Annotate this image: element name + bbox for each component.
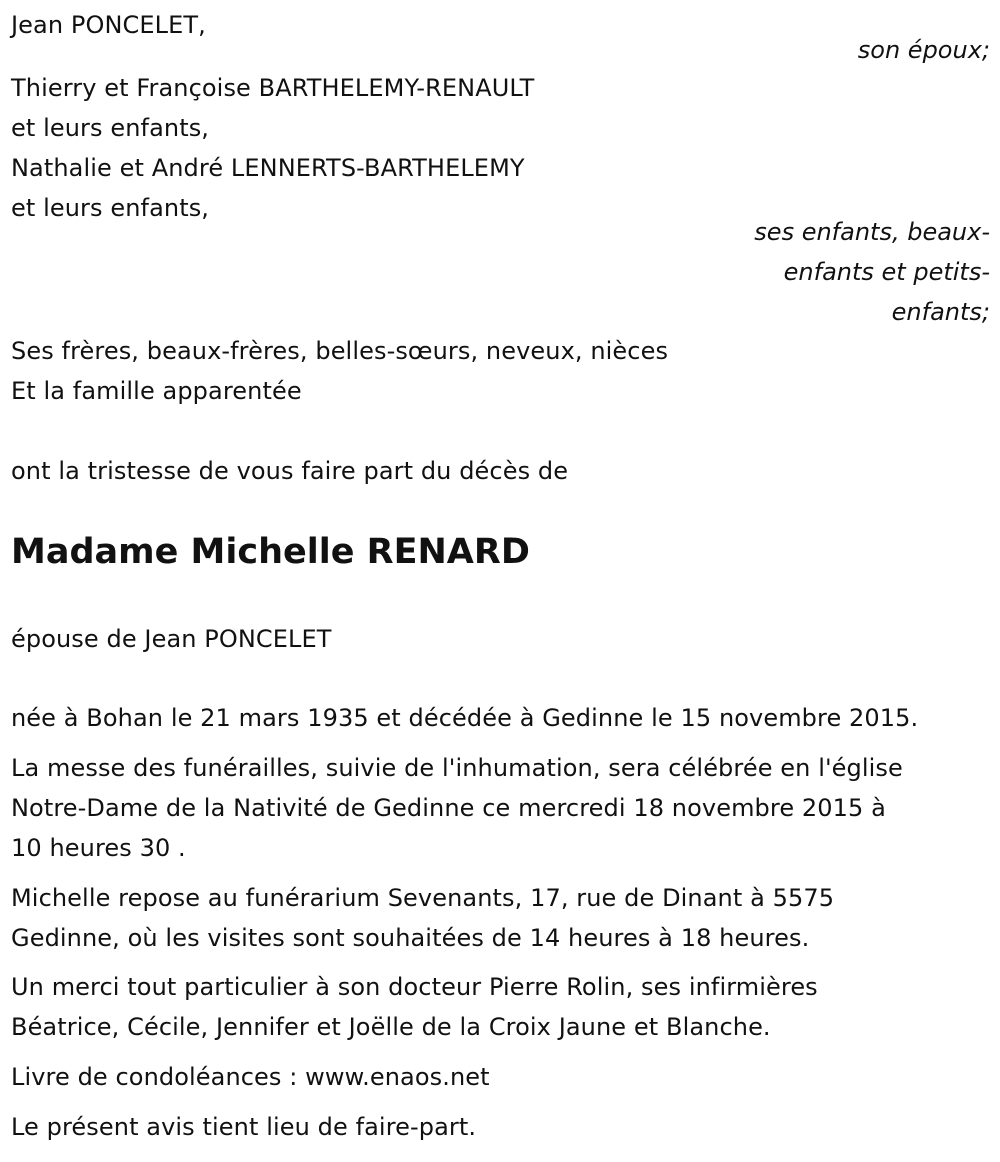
children-role-line-3: enfants; bbox=[891, 298, 990, 326]
rest-line-1: Michelle repose au funérarium Sevenants, 17, rue de Dinant à 5575 bbox=[11, 884, 835, 912]
funeral-line-2: Notre-Dame de la Nativité de Gedinne ce mercredi 18 novembre 2015 à bbox=[11, 794, 886, 822]
funeral-line-1: La messe des funérailles, suivie de l'inhumation, sera célébrée en l'église bbox=[11, 754, 903, 782]
children-line-1: Thierry et Françoise BARTHELEMY-RENAULT bbox=[11, 74, 535, 102]
husband-name: Jean PONCELET, bbox=[11, 11, 206, 39]
condolences-line: Livre de condoléances : www.enaos.net bbox=[11, 1063, 490, 1091]
spouse-line: épouse de Jean PONCELET bbox=[11, 625, 332, 653]
announcement: ont la tristesse de vous faire part du décès de bbox=[11, 457, 569, 485]
notice-line: Le présent avis tient lieu de faire-part. bbox=[11, 1113, 477, 1141]
thanks-line-1: Un merci tout particulier à son docteur Pierre Rolin, ses infirmières bbox=[11, 973, 818, 1001]
children-line-2: et leurs enfants, bbox=[11, 114, 210, 142]
relatives-line-2: Et la famille apparentée bbox=[11, 377, 302, 405]
children-line-3: Nathalie et André LENNERTS-BARTHELEMY bbox=[11, 154, 525, 182]
deceased-name: Madame Michelle RENARD bbox=[11, 532, 530, 572]
thanks-line-2: Béatrice, Cécile, Jennifer et Joëlle de la Croix Jaune et Blanche. bbox=[11, 1013, 771, 1041]
husband-role: son époux; bbox=[857, 36, 990, 64]
children-line-4: et leurs enfants, bbox=[11, 194, 210, 222]
relatives-line-1: Ses frères, beaux-frères, belles-sœurs, neveux, nièces bbox=[11, 337, 669, 365]
birth-death-line: née à Bohan le 21 mars 1935 et décédée à Gedinne le 15 novembre 2015. bbox=[11, 704, 919, 732]
children-role-line-1: ses enfants, beaux- bbox=[754, 218, 990, 246]
rest-line-2: Gedinne, où les visites sont souhaitées de 14 heures à 18 heures. bbox=[11, 924, 810, 952]
funeral-line-3: 10 heures 30 . bbox=[11, 834, 186, 862]
children-role-line-2: enfants et petits- bbox=[783, 258, 990, 286]
